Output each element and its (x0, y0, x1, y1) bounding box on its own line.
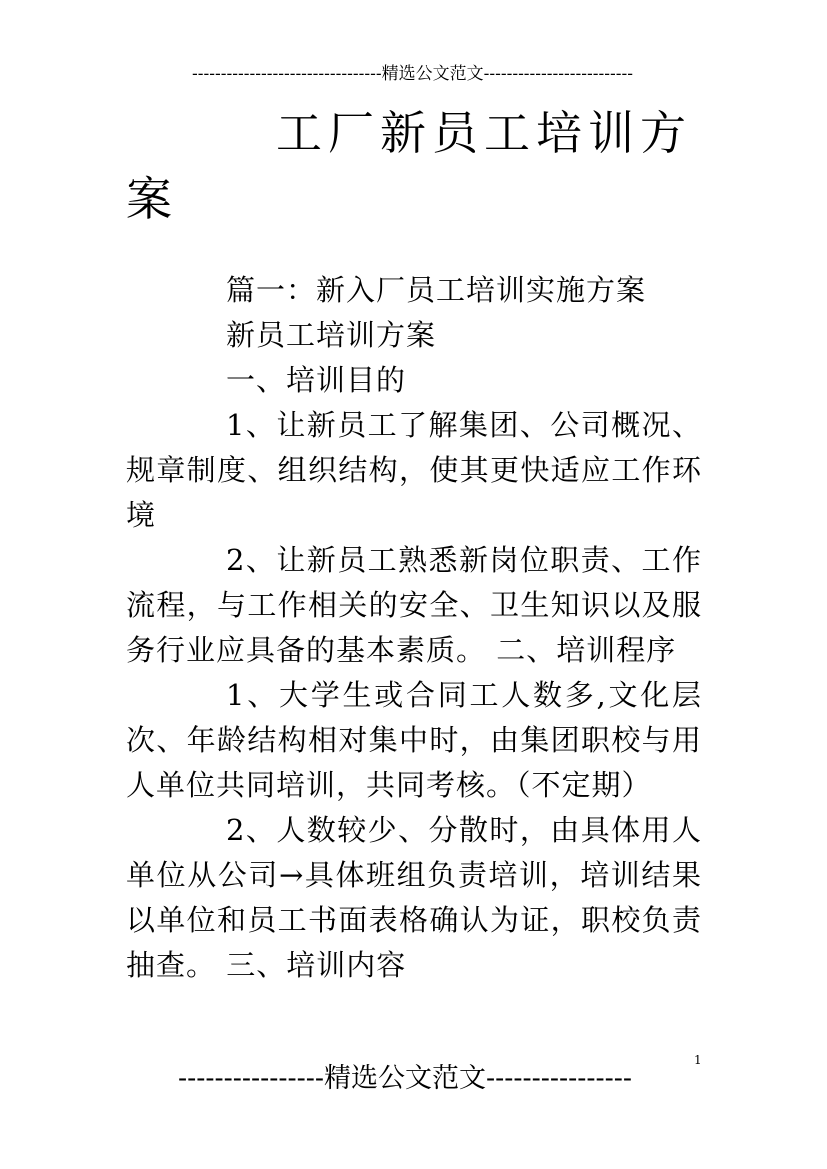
paragraph-item-2: 2、让新员工熟悉新岗位职责、工作流程，与工作相关的安全、卫生知识以及服务行业应具备的基本素质。 二、培训程序 (126, 543, 702, 667)
document-title (126, 100, 706, 232)
title-line-1: 工厂新员工培训方 (276, 106, 692, 160)
title-line-2: 案 (126, 172, 178, 226)
paragraph-item-4: 2、人数较少、分散时，由具体用人单位从公司→具体班组负责培训，培训结果以单位和员工书面表格确认为证，职校负责抽查。 三、培训内容 (126, 813, 702, 982)
paragraph-chapter-heading: 篇一：新入厂员工培训实施方案 (226, 273, 647, 307)
page-header: ---------------------------------精选公文范文-------------------------- (192, 64, 633, 84)
paragraph-section-1: 一、培训目的 (226, 363, 407, 397)
page-footer: ----------------精选公文范文---------------- (178, 1063, 632, 1094)
paragraph-subtitle: 新员工培训方案 (226, 318, 437, 352)
document-body (126, 268, 702, 988)
page-number: 1 (694, 1053, 702, 1067)
paragraph-item-3: 1、大学生或合同工人数多,文化层次、年龄结构相对集中时，由集团职校与用人单位共同培训，共同考核。（不定期） (126, 678, 702, 802)
paragraph-item-1: 1、让新员工了解集团、公司概况、规章制度、组织结构，使其更快适应工作环境 (126, 408, 702, 532)
